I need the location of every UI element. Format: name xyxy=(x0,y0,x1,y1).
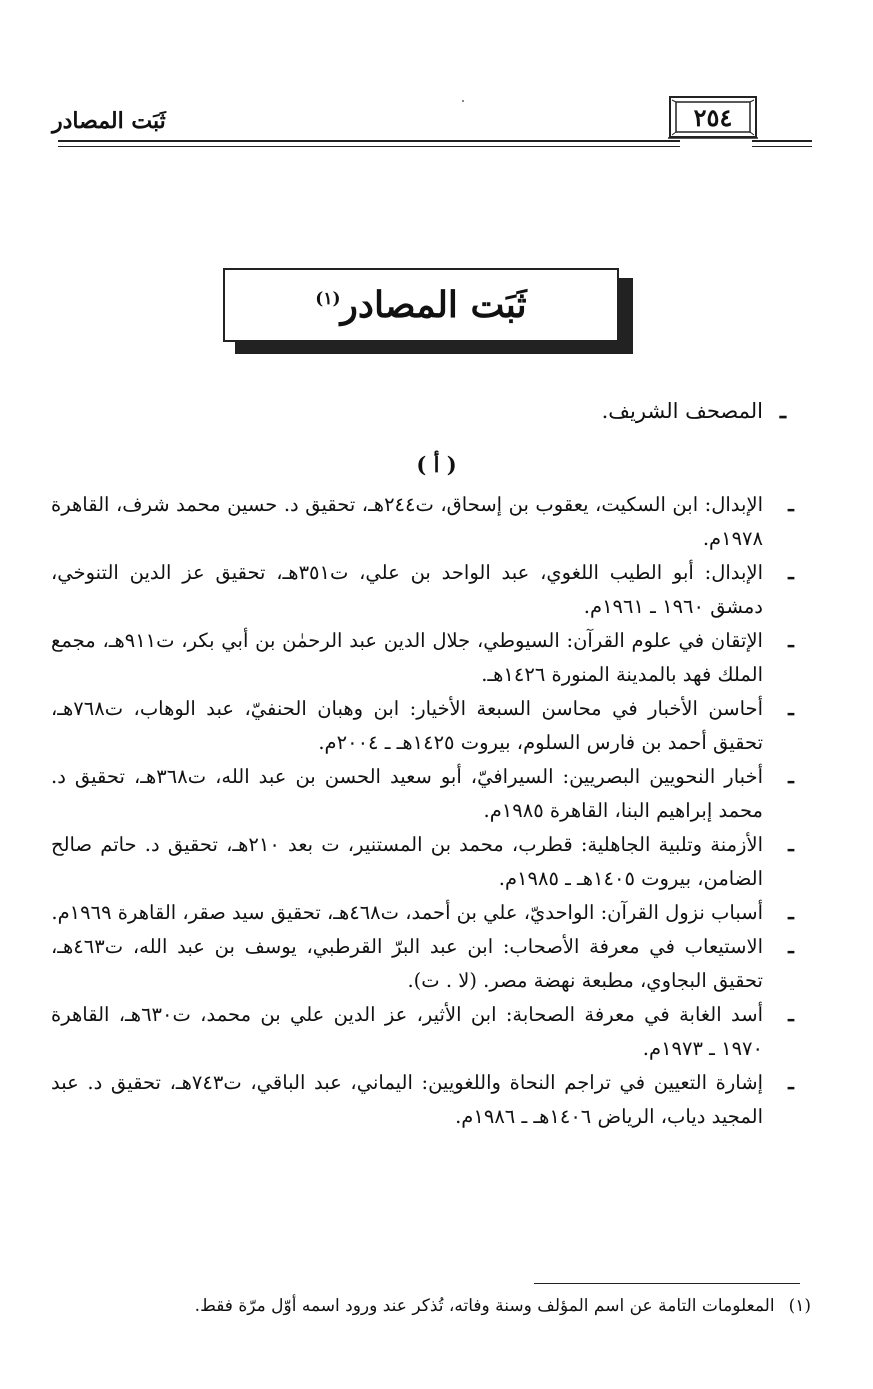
bibliography-entry xyxy=(51,896,803,930)
bibliography-entry xyxy=(51,930,803,998)
bullet: ـ xyxy=(788,493,794,516)
footnote-reference: (١) xyxy=(315,289,341,309)
speck xyxy=(462,100,464,102)
bibliography-entry xyxy=(51,1066,803,1134)
entry-text: أسباب نزول القرآن: الواحديّ، علي بن أحمد، ت٤٦٨هـ، تحقيق سيد صقر، القاهرة ١٩٦٩م. xyxy=(51,901,763,924)
entry-text: الإتقان في علوم القرآن: السيوطي، جلال الدين عبد الرحمٰن بن أبي بكر، ت٩١١هـ، مجمع الملك فهد بالمدينة المنورة ١٤٢٦هـ. xyxy=(51,629,763,686)
page-number-badge xyxy=(668,94,758,140)
intro-item xyxy=(63,398,803,423)
section-letter: ( أ ) xyxy=(416,452,457,477)
footnote-text: المعلومات التامة عن اسم المؤلف وسنة وفاته، تُذكر عند ورود اسمه أوّل مرّة فقط. xyxy=(194,1296,775,1316)
footnote xyxy=(51,1296,811,1316)
bullet: ـ xyxy=(788,901,794,924)
bibliography-entry xyxy=(51,624,803,692)
entry-text: أحاسن الأخبار في محاسن السبعة الأخيار: ابن وهبان الحنفيّ، عبد الوهاب، ت٧٦٨هـ، تحقيق أحمد بن فارس السلوم، بيروت ١٤٢٥هـ ـ ٢٠٠٤م. xyxy=(51,697,763,754)
header-rule xyxy=(58,140,680,142)
bullet: ـ xyxy=(788,833,794,856)
bullet: ـ xyxy=(779,398,787,423)
bullet: ـ xyxy=(788,697,794,720)
entry-text: الأزمنة وتلبية الجاهلية: قطرب، محمد بن المستنير، ت بعد ٢١٠هـ، تحقيق د. حاتم صالح الضامن، بيروت ١٤٠٥هـ ـ ١٩٨٥م. xyxy=(51,833,764,890)
page-title xyxy=(315,284,526,326)
bullet: ـ xyxy=(788,629,794,652)
title-box xyxy=(223,268,619,342)
bibliography-entry xyxy=(51,998,803,1066)
bibliography-entry xyxy=(51,828,803,896)
page-title-text: ثَبَت المصادر xyxy=(340,284,527,326)
bullet: ـ xyxy=(788,765,794,788)
header-rule xyxy=(58,146,680,147)
entry-text: الاستيعاب في معرفة الأصحاب: ابن عبد البرّ القرطبي، يوسف بن عبد الله، ت٤٦٣هـ، تحقيق البجاوي، مطبعة نهضة مصر. (لا . ت). xyxy=(51,935,763,992)
entry-text: إشارة التعيين في تراجم النحاة واللغويين: اليماني، عبد الباقي، ت٧٤٣هـ، تحقيق د. عبد المجيد دياب، الرياض ١٤٠٦هـ ـ ١٩٨٦م. xyxy=(51,1071,763,1128)
footnote-rule xyxy=(534,1283,800,1284)
footnote-marker: (١) xyxy=(788,1296,811,1316)
bibliography-entry xyxy=(51,760,803,828)
bullet: ـ xyxy=(788,1003,794,1026)
entry-text: الإبدال: ابن السكيت، يعقوب بن إسحاق، ت٢٤٤هـ، تحقيق د. حسين محمد شرف، القاهرة ١٩٧٨م. xyxy=(51,493,763,550)
entry-text: أخبار النحويين البصريين: السيرافيّ، أبو سعيد الحسن بن عبد الله، ت٣٦٨هـ، تحقيق د. محمد إبراهيم البنا، القاهرة ١٩٨٥م. xyxy=(51,765,763,822)
header-rule xyxy=(752,146,812,147)
entry-text: الإبدال: أبو الطيب اللغوي، عبد الواحد بن علي، ت٣٥١هـ، تحقيق عز الدين التنوخي، دمشق ١٩٦٠ ـ ١٩٦١م. xyxy=(51,561,763,618)
bibliography-entry xyxy=(51,556,803,624)
bullet: ـ xyxy=(788,561,794,584)
bibliography-entry xyxy=(51,488,803,556)
entry-text: أسد الغابة في معرفة الصحابة: ابن الأثير، عز الدين علي بن محمد، ت٦٣٠هـ، القاهرة ١٩٧٠ ـ ١٩٧٣م. xyxy=(51,1003,763,1060)
running-title: ثَبَت المصادر xyxy=(52,108,166,134)
intro-item-text: المصحف الشريف. xyxy=(601,399,763,423)
bullet: ـ xyxy=(788,1071,794,1094)
bullet: ـ xyxy=(788,935,794,958)
bibliography-list xyxy=(51,488,803,1134)
bibliography-entry xyxy=(51,692,803,760)
page-number: ٢٥٤ xyxy=(693,103,733,132)
header-rule xyxy=(752,140,812,142)
